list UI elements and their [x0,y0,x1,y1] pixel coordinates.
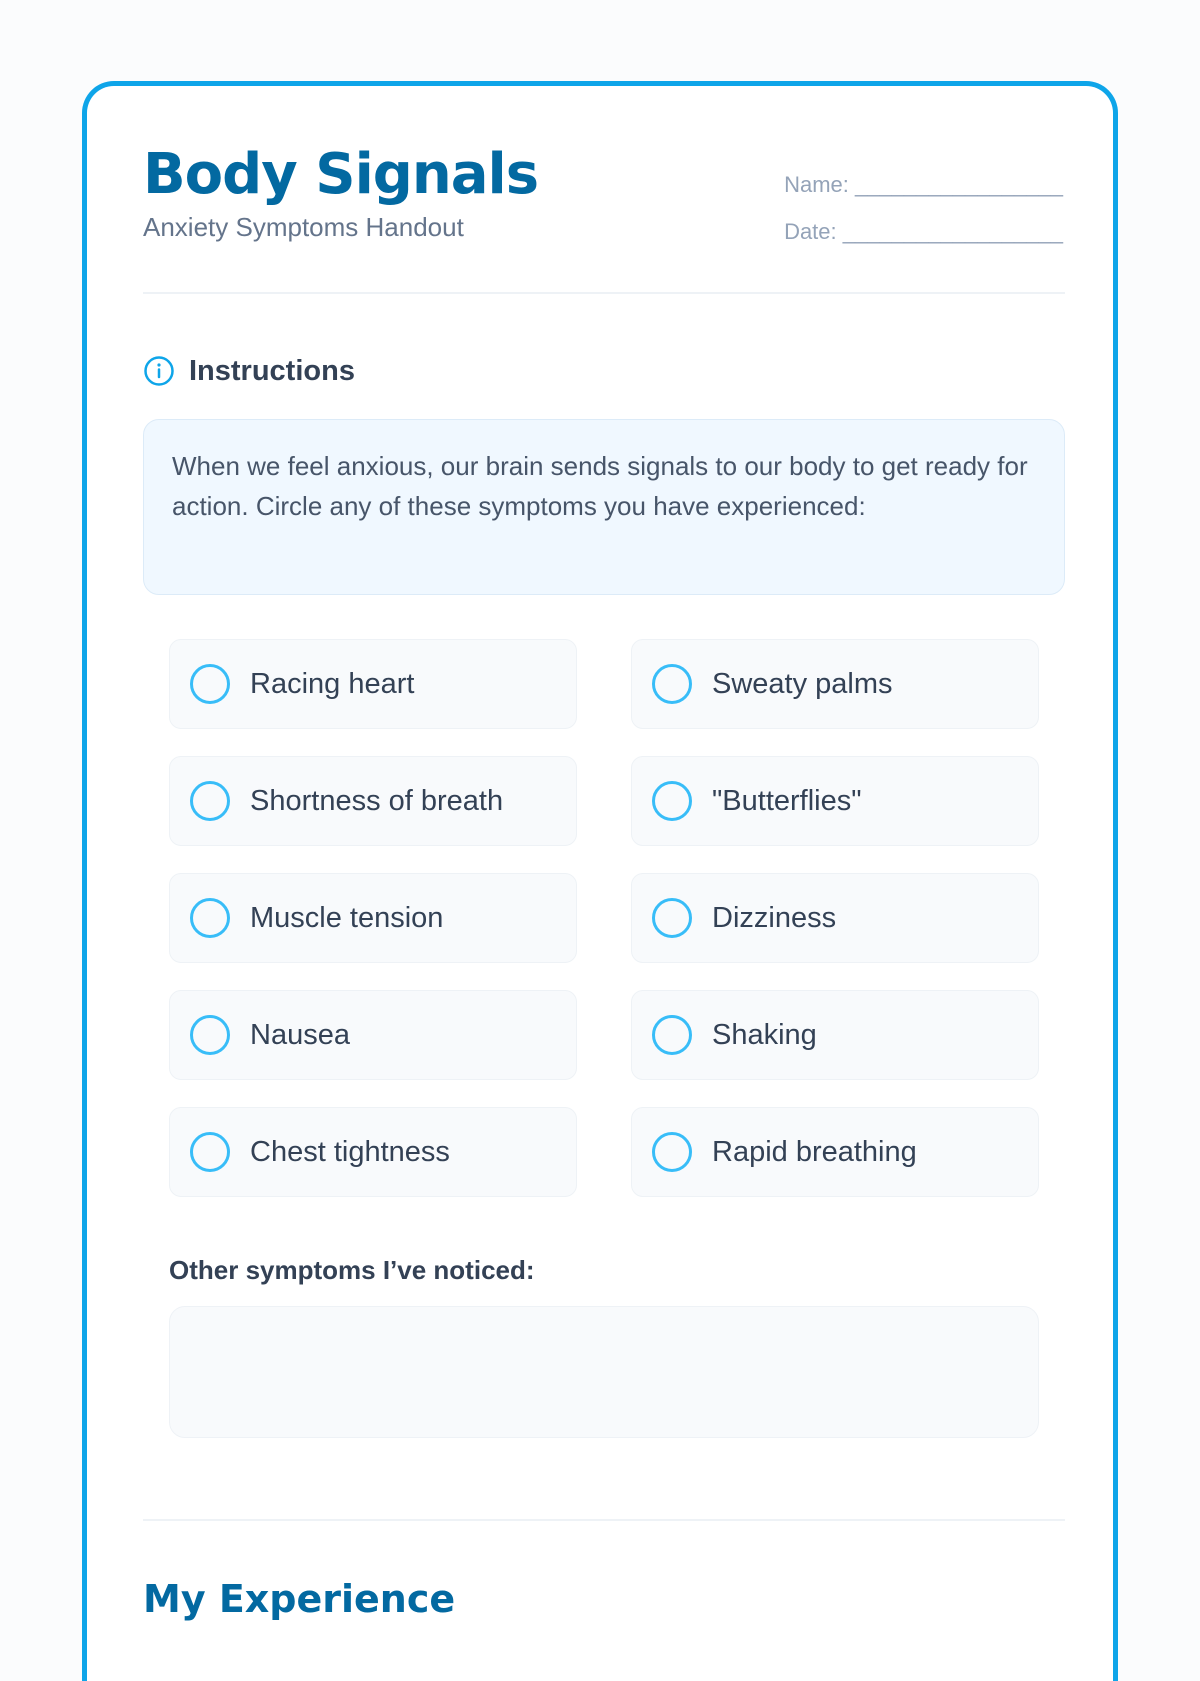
name-field[interactable]: Name: _________________ [784,172,1063,197]
circle-icon[interactable] [190,781,230,821]
page-subtitle: Anxiety Symptoms Handout [143,212,464,242]
circle-icon[interactable] [652,898,692,938]
symptom-label: Rapid breathing [712,1136,917,1168]
symptom-label: Sweaty palms [712,668,893,700]
other-symptoms-field[interactable] [169,1306,1039,1438]
section-divider [143,1519,1065,1521]
other-symptoms-label: Other symptoms I’ve noticed: [169,1255,535,1285]
symptom-label: Chest tightness [250,1136,450,1168]
circle-icon[interactable] [652,781,692,821]
symptom-item[interactable] [169,1107,577,1197]
header-divider [143,292,1065,294]
symptom-label: "Butterflies" [712,785,862,817]
symptom-label: Racing heart [250,668,415,700]
circle-icon[interactable] [190,898,230,938]
symptom-item[interactable] [169,990,577,1080]
instructions-label: Instructions [189,355,355,387]
instructions-text: When we feel anxious, our brain sends signals to our body to get ready for action. Circle any of these symptoms you have experienced: [143,419,1065,595]
symptom-item[interactable] [169,639,577,729]
section-heading: My Experience [143,1577,456,1621]
symptom-item[interactable] [631,756,1039,846]
symptom-item[interactable] [631,990,1039,1080]
info-icon [143,355,175,387]
symptom-label: Dizziness [712,902,837,934]
circle-icon[interactable] [652,1015,692,1055]
instructions-heading [143,354,355,388]
symptom-item[interactable] [169,756,577,846]
symptom-label: Shaking [712,1019,817,1051]
symptom-item[interactable] [631,639,1039,729]
symptom-label: Shortness of breath [250,785,504,817]
date-field[interactable]: Date: __________________ [784,219,1063,244]
symptom-item[interactable] [631,1107,1039,1197]
symptom-item[interactable] [631,873,1039,963]
handout-header [143,142,1063,292]
symptom-label: Nausea [250,1019,350,1051]
symptom-label: Muscle tension [250,902,444,934]
page-title: Body Signals [143,142,539,207]
handout-card [82,81,1118,1681]
circle-icon[interactable] [652,1132,692,1172]
symptom-item[interactable] [169,873,577,963]
circle-icon[interactable] [190,1132,230,1172]
circle-icon[interactable] [190,664,230,704]
circle-icon[interactable] [652,664,692,704]
circle-icon[interactable] [190,1015,230,1055]
